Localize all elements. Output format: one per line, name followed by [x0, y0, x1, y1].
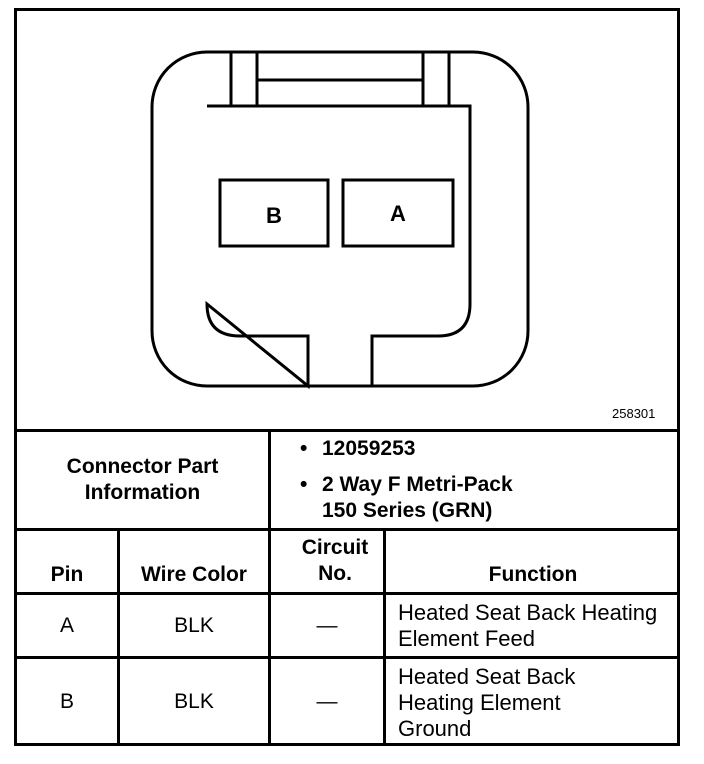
row-b-circuit: —	[316, 690, 338, 713]
cavity-b-label: B	[266, 203, 282, 228]
row-divider	[14, 528, 680, 531]
row-b-function: Heated Seat Back Heating Element Ground	[398, 664, 576, 741]
row-a-circuit: —	[316, 613, 338, 637]
header-function: Function	[488, 563, 578, 586]
figure-id: 258301	[612, 406, 656, 421]
row-a-function: Heated Seat Back Heating Element Feed	[398, 600, 658, 651]
row-a-pin: A	[59, 613, 74, 637]
row-a-wire-color: BLK	[174, 613, 214, 637]
connector-part-info-label: Connector Part Information	[66, 455, 219, 504]
connector-description-1: 2 Way F Metri-Pack	[322, 473, 513, 496]
connector-description-2: 150 Series (GRN)	[322, 499, 493, 522]
part-number: 12059253	[322, 437, 416, 460]
header-wire-color: Wire Color	[141, 563, 247, 586]
header-pin: Pin	[50, 563, 84, 586]
cavity-a-label: A	[390, 201, 406, 226]
row-b-pin: B	[59, 690, 74, 713]
header-circuit-no: Circuit No.	[301, 536, 369, 585]
connector-part-details: • 12059253 • 2 Way F Metri-Pack 150 Series (GRN)	[300, 437, 513, 522]
row-b-wire-color: BLK	[174, 690, 214, 713]
connector-shell	[152, 52, 528, 386]
